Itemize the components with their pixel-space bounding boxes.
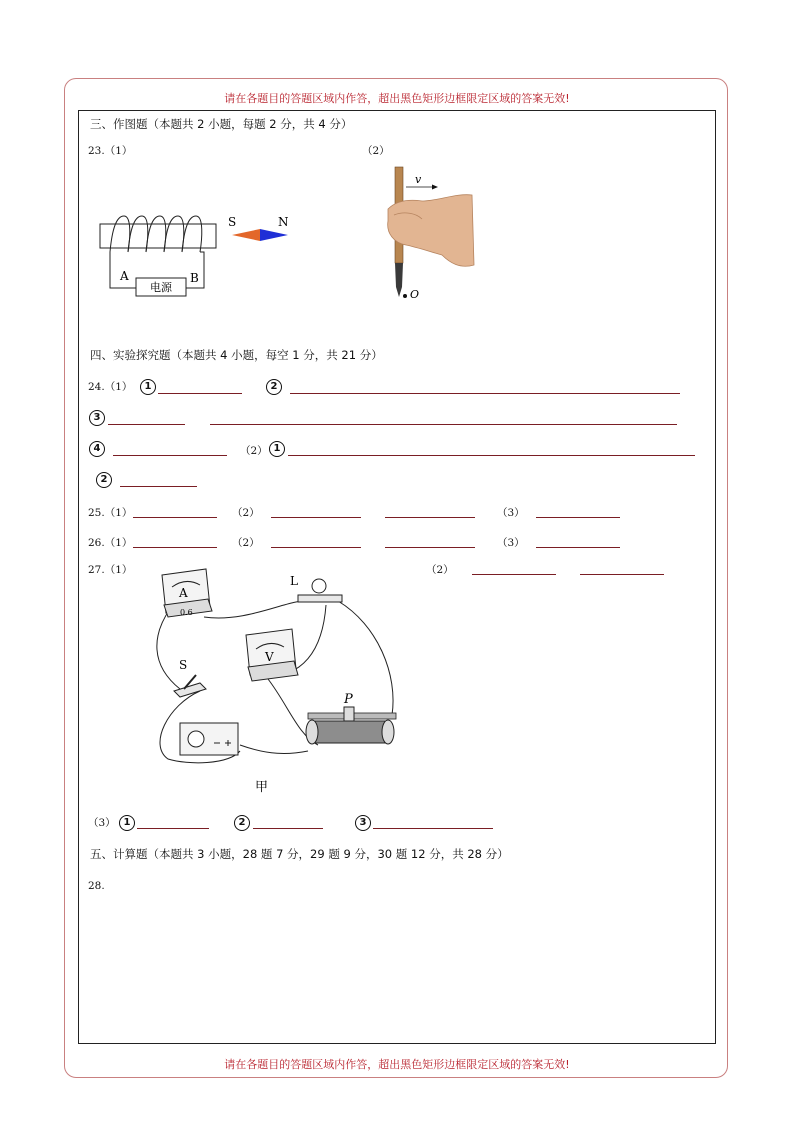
ammeter-range: 0.6 bbox=[180, 608, 193, 617]
switch-base bbox=[174, 683, 206, 697]
answer-blank[interactable] bbox=[137, 828, 209, 829]
rheostat-coil bbox=[314, 721, 386, 743]
brush-tip bbox=[395, 263, 403, 297]
voltmeter-label: V bbox=[265, 650, 274, 664]
answer-blank[interactable] bbox=[373, 828, 493, 829]
q27-part3-label: （3） bbox=[88, 817, 116, 829]
solenoid-coil bbox=[110, 216, 202, 252]
q24-part2-label: （2） bbox=[240, 445, 268, 457]
q23-part2-label: （2） bbox=[362, 145, 390, 157]
circle-mark-2: 2 bbox=[234, 815, 250, 831]
lamp-bulb bbox=[312, 579, 326, 593]
battery-meter bbox=[188, 731, 204, 747]
answer-blank[interactable] bbox=[580, 574, 664, 575]
circle-mark-4: 4 bbox=[89, 441, 105, 457]
power-supply-label: 电源 bbox=[150, 281, 172, 294]
q25-label: 25.（1） bbox=[88, 507, 133, 519]
point-o-label: O bbox=[410, 288, 420, 301]
answer-blank[interactable] bbox=[113, 455, 227, 456]
circle-mark-2: 2 bbox=[266, 379, 282, 395]
circle-mark-1: 1 bbox=[269, 441, 285, 457]
q28-label: 28. bbox=[88, 880, 105, 892]
answer-blank[interactable] bbox=[120, 486, 197, 487]
rheostat-end-right bbox=[382, 720, 394, 744]
answer-blank[interactable] bbox=[385, 547, 475, 548]
bottom-warning: 请在各题目的答题区域内作答，超出黑色矩形边框限定区域的答案无效! bbox=[224, 1058, 570, 1071]
answer-blank[interactable] bbox=[288, 455, 695, 456]
answer-blank[interactable] bbox=[158, 393, 242, 394]
rheostat-slider-label: P bbox=[344, 692, 353, 707]
answer-blank[interactable] bbox=[385, 517, 475, 518]
q25-part2-label: （2） bbox=[232, 507, 260, 519]
top-warning: 请在各题目的答题区域内作答，超出黑色矩形边框限定区域的答案无效! bbox=[224, 92, 570, 105]
section3-heading: 三、作图题（本题共 2 小题，每题 2 分，共 4 分） bbox=[90, 117, 353, 131]
q25-part3-label: （3） bbox=[497, 507, 525, 519]
circuit-caption: 甲 bbox=[255, 780, 269, 795]
velocity-arrowhead bbox=[432, 185, 438, 190]
answer-blank[interactable] bbox=[210, 424, 677, 425]
circle-mark-2: 2 bbox=[96, 472, 112, 488]
compass-north-half bbox=[260, 229, 288, 241]
answer-blank[interactable] bbox=[133, 517, 217, 518]
answer-blank[interactable] bbox=[290, 393, 680, 394]
q26-label: 26.（1） bbox=[88, 537, 133, 549]
answer-blank[interactable] bbox=[536, 547, 620, 548]
lamp-base bbox=[298, 595, 342, 602]
rheostat-end-left bbox=[306, 720, 318, 744]
answer-blank[interactable] bbox=[108, 424, 185, 425]
velocity-label: v bbox=[415, 173, 422, 186]
section5-heading: 五、计算题（本题共 3 小题，28 题 7 分，29 题 9 分，30 题 12 分，共 28 分） bbox=[90, 847, 509, 861]
terminal-a-label: A bbox=[120, 269, 129, 283]
compass-s-label: S bbox=[228, 215, 237, 229]
q27-part2-label: （2） bbox=[426, 564, 454, 576]
solenoid-core bbox=[100, 224, 216, 248]
q26-part2-label: （2） bbox=[232, 537, 260, 549]
q26-part3-label: （3） bbox=[497, 537, 525, 549]
answer-blank[interactable] bbox=[536, 517, 620, 518]
answer-blank[interactable] bbox=[133, 547, 217, 548]
circle-mark-3: 3 bbox=[355, 815, 371, 831]
compass-south-half bbox=[232, 229, 260, 241]
rheostat-slider bbox=[344, 707, 354, 721]
answer-blank[interactable] bbox=[472, 574, 556, 575]
terminal-b-label: B bbox=[190, 271, 199, 285]
point-o bbox=[403, 294, 407, 298]
compass-n-label: N bbox=[278, 215, 289, 229]
answer-blank[interactable] bbox=[253, 828, 323, 829]
q23-label: 23.（1） bbox=[88, 145, 133, 157]
q27-label: 27.（1） bbox=[88, 564, 133, 576]
section4-heading: 四、实验探究题（本题共 4 小题，每空 1 分，共 21 分） bbox=[90, 348, 383, 362]
brush-figure bbox=[382, 165, 482, 305]
answer-blank[interactable] bbox=[271, 547, 361, 548]
circuit-figure bbox=[148, 565, 418, 805]
answer-blank[interactable] bbox=[271, 517, 361, 518]
circle-mark-3: 3 bbox=[89, 410, 105, 426]
circle-mark-1: 1 bbox=[140, 379, 156, 395]
circle-mark-1: 1 bbox=[119, 815, 135, 831]
lamp-label: L bbox=[290, 574, 298, 588]
solenoid-figure bbox=[96, 210, 316, 310]
q24-label: 24.（1） bbox=[88, 381, 133, 393]
ammeter-label: A bbox=[179, 586, 188, 600]
switch-label: S bbox=[179, 658, 188, 672]
